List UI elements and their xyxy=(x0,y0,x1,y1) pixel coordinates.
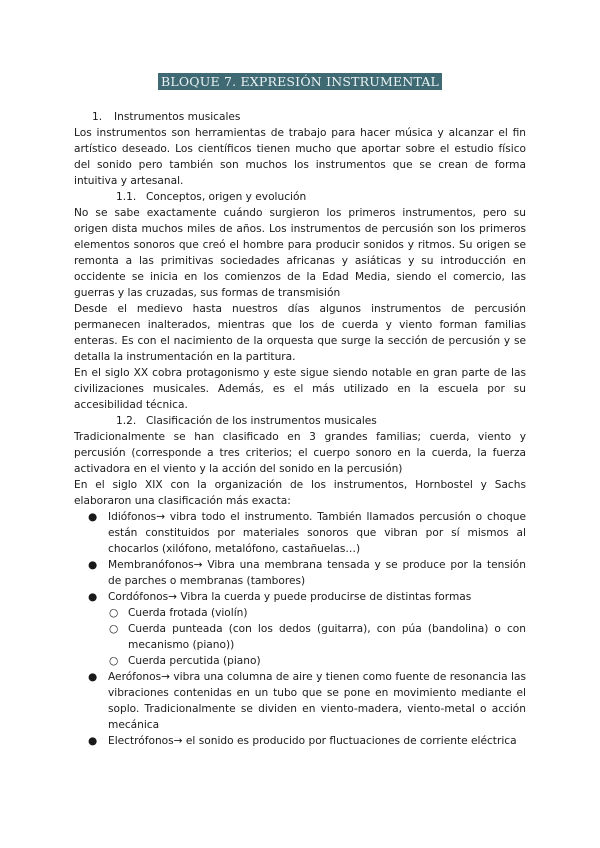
title-wrapper xyxy=(0,73,600,91)
list-item-cordofonos xyxy=(74,589,526,669)
list-item-membranofonos xyxy=(74,557,526,589)
list-item-text: Membranófonos→ Vibra una membrana tensada y se produce por la tensión de parches o membranas (tambores) xyxy=(108,559,526,587)
bullet-icon: ● xyxy=(88,591,98,603)
circle-bullet-icon: ○ xyxy=(109,607,119,619)
section-1-2-title: Clasificación de los instrumentos musicales xyxy=(146,415,377,427)
circle-bullet-icon: ○ xyxy=(109,655,119,667)
circle-bullet-icon: ○ xyxy=(109,623,119,635)
section-1-2-paragraph-2: En el siglo XIX con la organización de los instrumentos, Hornbostel y Sachs elaboraron una clasificación más exacta: xyxy=(74,479,526,507)
list-item-idiofonos xyxy=(74,509,526,557)
sublist-item-text: Cuerda percutida (piano) xyxy=(128,655,261,667)
section-1-1-paragraph-1: No se sabe exactamente cuándo surgieron los primeros instrumentos, pero su origen dista muchos miles de años. Los instrumentos de percusión son los primeros elementos sonoros que creó el hombre para producir sonidos y ritmos. Su origen se remonta a las primitivas sociedades africanas y asiáticas y su introducción en occidente se inicia en los comienzos de la Edad Media, siendo el comercio, las guerras y las cruzadas, sus formas de transmisión xyxy=(74,207,526,299)
bullet-icon: ● xyxy=(88,735,98,747)
bullet-icon: ● xyxy=(88,511,98,523)
section-1-1-title: Conceptos, origen y evolución xyxy=(146,191,307,203)
sublist-item xyxy=(108,605,526,621)
section-1-heading xyxy=(74,109,526,125)
section-1-paragraph: Los instrumentos son herramientas de trabajo para hacer música y alcanzar el fin artístico deseado. Los científicos tienen mucho que aportar sobre el estudio físico del sonido pero también son muchos los instrumentos que se crean de forma intuitiva y artesanal. xyxy=(74,127,526,187)
sublist-item-text: Cuerda frotada (violín) xyxy=(128,607,248,619)
section-1-2-heading xyxy=(74,413,526,429)
section-1-2-paragraph-1: Tradicionalmente se han clasificado en 3 grandes familias; cuerda, viento y percusión (corresponde a tres criterios; el cuerpo sonoro en la cuerda, la fuerza activadora en el viento y la acción del sonido en la percusión) xyxy=(74,431,526,475)
sublist-item-text: Cuerda punteada (con los dedos (guitarra), con púa (bandolina) o con mecanismo (piano)) xyxy=(128,623,526,651)
list-item-text: Aerófonos→ vibra una columna de aire y tienen como fuente de resonancia las vibraciones contenidas en un tubo que se pone en movimiento mediante el soplo. Tradicionalmente se dividen en viento-madera, viento-metal o acción mecánica xyxy=(108,671,526,731)
document-content xyxy=(74,109,526,749)
section-1-1-paragraph-2: Desde el medievo hasta nuestros días algunos instrumentos de percusión permanecen inalterados, mientras que los de cuerda y viento forman familias enteras. Es con el nacimiento de la orquesta que surge la sección de percusión y se detalla la instrumentación en la partitura. xyxy=(74,303,526,363)
bullet-icon: ● xyxy=(88,671,98,683)
section-1-number: 1. xyxy=(92,111,103,123)
sublist-item xyxy=(108,621,526,653)
sublist-item xyxy=(108,653,526,669)
section-1-1-number: 1.1. xyxy=(116,191,137,203)
section-1-title: Instrumentos musicales xyxy=(114,111,241,123)
section-1-1-paragraph-3: En el siglo XX cobra protagonismo y este sigue siendo notable en gran parte de las civilizaciones musicales. Además, es el más utilizado en la escuela por su accesibilidad técnica. xyxy=(74,367,526,411)
bullet-icon: ● xyxy=(88,559,98,571)
document-title: BLOQUE 7. EXPRESIÓN INSTRUMENTAL xyxy=(158,73,442,90)
list-item-text: Idiófonos→ vibra todo el instrumento. También llamados percusión o choque están constituidos por materiales sonoros que vibran por sí mismos al chocarlos (xilófono, metalófono, castañuelas…) xyxy=(108,511,526,555)
list-item-electrofonos xyxy=(74,733,526,749)
classification-list xyxy=(74,509,526,749)
section-1-1-heading xyxy=(74,189,526,205)
cordofonos-sublist xyxy=(108,605,526,669)
list-item-aerofonos xyxy=(74,669,526,733)
list-item-text: Cordófonos→ Vibra la cuerda y puede producirse de distintas formas xyxy=(108,591,472,603)
section-1-2-number: 1.2. xyxy=(116,415,137,427)
list-item-text: Electrófonos→ el sonido es producido por fluctuaciones de corriente eléctrica xyxy=(108,735,517,747)
